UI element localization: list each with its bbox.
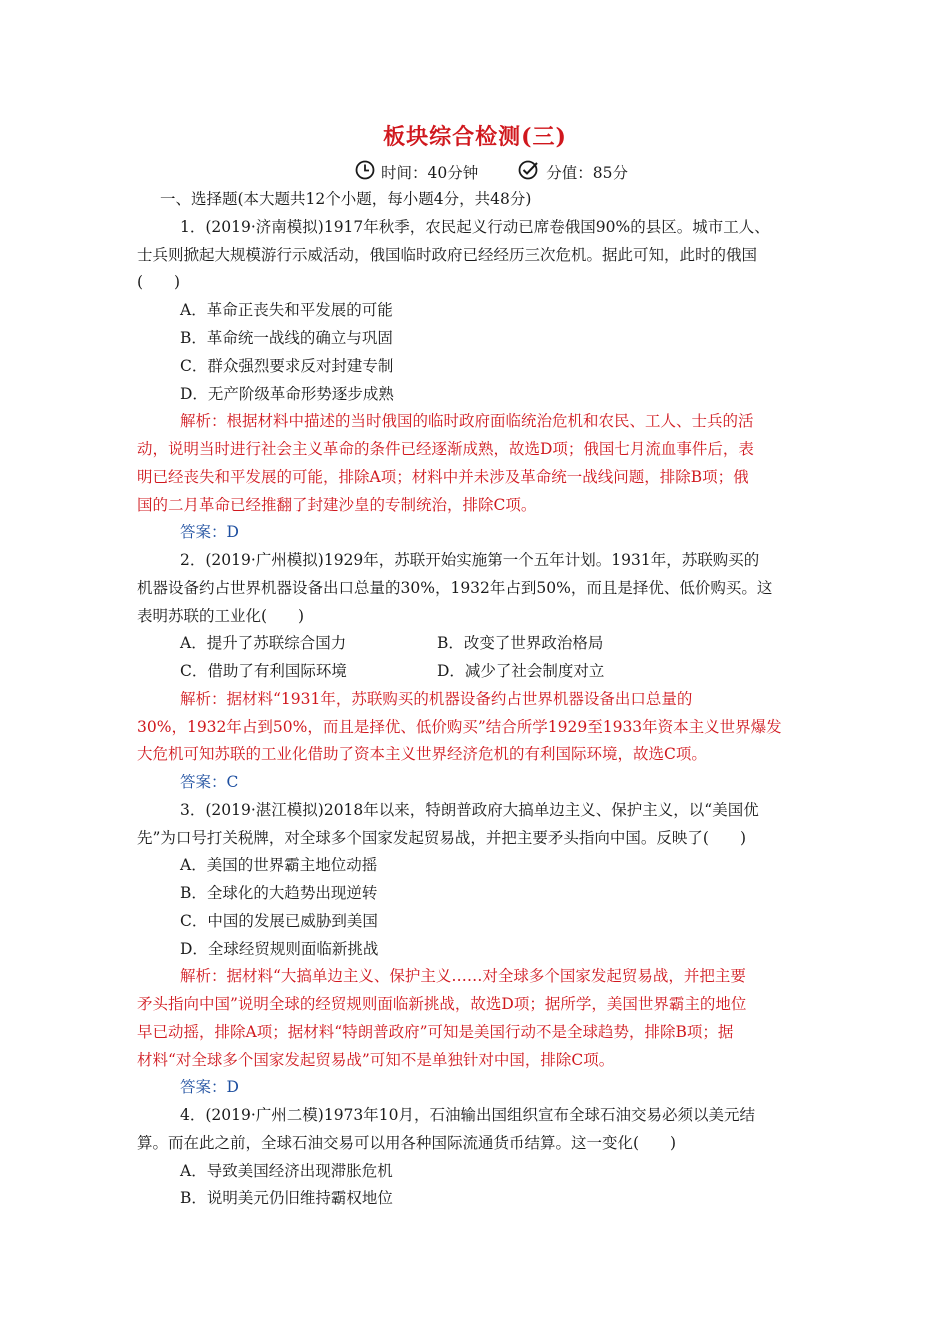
q1-analysis-line: 动，说明当时进行社会主义革命的条件已经逐渐成熟，故选D项；俄国七月流血事件后，表 (137, 440, 754, 458)
q2-analysis-line: 30%，1932年占到50%，而且是择优、低价购买”结合所学1929至1933年资本主义世界爆发 (137, 718, 782, 736)
q3-option-b: B．全球化的大趋势出现逆转 (180, 884, 378, 902)
section-heading: 一、选择题(本大题共12个小题，每小题4分，共48分) (160, 190, 532, 208)
q2-option-d: D．减少了社会制度对立 (437, 662, 605, 680)
q4-option-a: A．导致美国经济出现滞胀危机 (180, 1162, 393, 1180)
q2-option-a: A．提升了苏联综合国力 (180, 634, 347, 652)
q2-option-c: C．借助了有利国际环境 (180, 662, 347, 680)
q1-analysis-line: 明已经丧失和平发展的可能，排除A项；材料中并未涉及革命统一战线问题，排除B项；俄 (137, 468, 749, 486)
q1-stem-line: ( ) (137, 273, 181, 291)
q2-stem-line: 表明苏联的工业化( ) (137, 607, 305, 625)
q3-option-c: C．中国的发展已威胁到美国 (180, 912, 378, 930)
q1-stem-line: 1．(2019·济南模拟)1917年秋季，农民起义行动已席卷俄国90%的县区。城市工人、 (180, 218, 770, 236)
q1-option-b: B．革命统一战线的确立与巩固 (180, 329, 393, 347)
q1-analysis-line: 解析：根据材料中描述的当时俄国的临时政府面临统治危机和农民、工人、士兵的活 (180, 412, 754, 430)
q1-stem-line: 士兵则掀起大规模游行示威活动，俄国临时政府已经经历三次危机。据此可知，此时的俄国 (137, 246, 758, 264)
clock-icon (355, 160, 381, 184)
time-label: 时间：40分钟 (381, 164, 479, 182)
q1-option-d: D．无产阶级革命形势逐步成熟 (180, 385, 394, 403)
q4-option-b: B．说明美元仍旧维持霸权地位 (180, 1189, 393, 1207)
q2-option-b: B．改变了世界政治格局 (437, 634, 604, 652)
q3-option-a: A．美国的世界霸主地位动摇 (180, 856, 378, 874)
q2-analysis-line: 大危机可知苏联的工业化借助了资本主义世界经济危机的有利国际环境，故选C项。 (137, 745, 707, 763)
q2-stem-line: 2．(2019·广州模拟)1929年，苏联开始实施第一个五年计划。1931年，苏联购买的 (180, 551, 760, 569)
q3-answer: 答案：D (180, 1078, 239, 1096)
check-circle-icon (518, 160, 546, 184)
score-label: 分值：85分 (546, 164, 628, 182)
q3-option-d: D．全球经贸规则面临新挑战 (180, 940, 379, 958)
q3-analysis-line: 解析：据材料“大搞单边主义、保护主义……对全球多个国家发起贸易战，并把主要 (180, 967, 746, 985)
q1-option-c: C．群众强烈要求反对封建专制 (180, 357, 394, 375)
q3-analysis-line: 早已动摇，排除A项；据材料“特朗普政府”可知是美国行动不是全球趋势，排除B项；据 (137, 1023, 734, 1041)
page-title: 板块综合检测(三) (383, 124, 567, 150)
q4-stem-line: 4．(2019·广州二模)1973年10月，石油输出国组织宣布全球石油交易必须以美元结 (180, 1106, 756, 1124)
q3-analysis-line: 材料“对全球多个国家发起贸易战”可知不是单独针对中国，排除C项。 (137, 1051, 615, 1069)
q1-analysis-line: 国的二月革命已经推翻了封建沙皇的专制统治，排除C项。 (137, 496, 537, 514)
q2-analysis-line: 解析：据材料“1931年，苏联购买的机器设备约占世界机器设备出口总量的 (180, 690, 693, 708)
q4-stem-line: 算。而在此之前，全球石油交易可以用各种国际流通货币结算。这一变化( ) (137, 1134, 677, 1152)
q2-answer: 答案：C (180, 773, 239, 791)
q3-analysis-line: 矛头指向中国”说明全球的经贸规则面临新挑战，故选D项；据所学，美国世界霸主的地位 (137, 995, 747, 1013)
q1-option-a: A．革命正丧失和平发展的可能 (180, 301, 393, 319)
q2-stem-line: 机器设备约占世界机器设备出口总量的30%，1932年占到50%，而且是择优、低价购买。这 (137, 579, 773, 597)
exam-meta (355, 160, 668, 184)
q3-stem-line: 先”为口号打关税牌，对全球多个国家发起贸易战，并把主要矛头指向中国。反映了( ) (137, 829, 747, 847)
q3-stem-line: 3．(2019·湛江模拟)2018年以来，特朗普政府大搞单边主义、保护主义，以“美国优 (180, 801, 759, 819)
q1-answer: 答案：D (180, 523, 239, 541)
